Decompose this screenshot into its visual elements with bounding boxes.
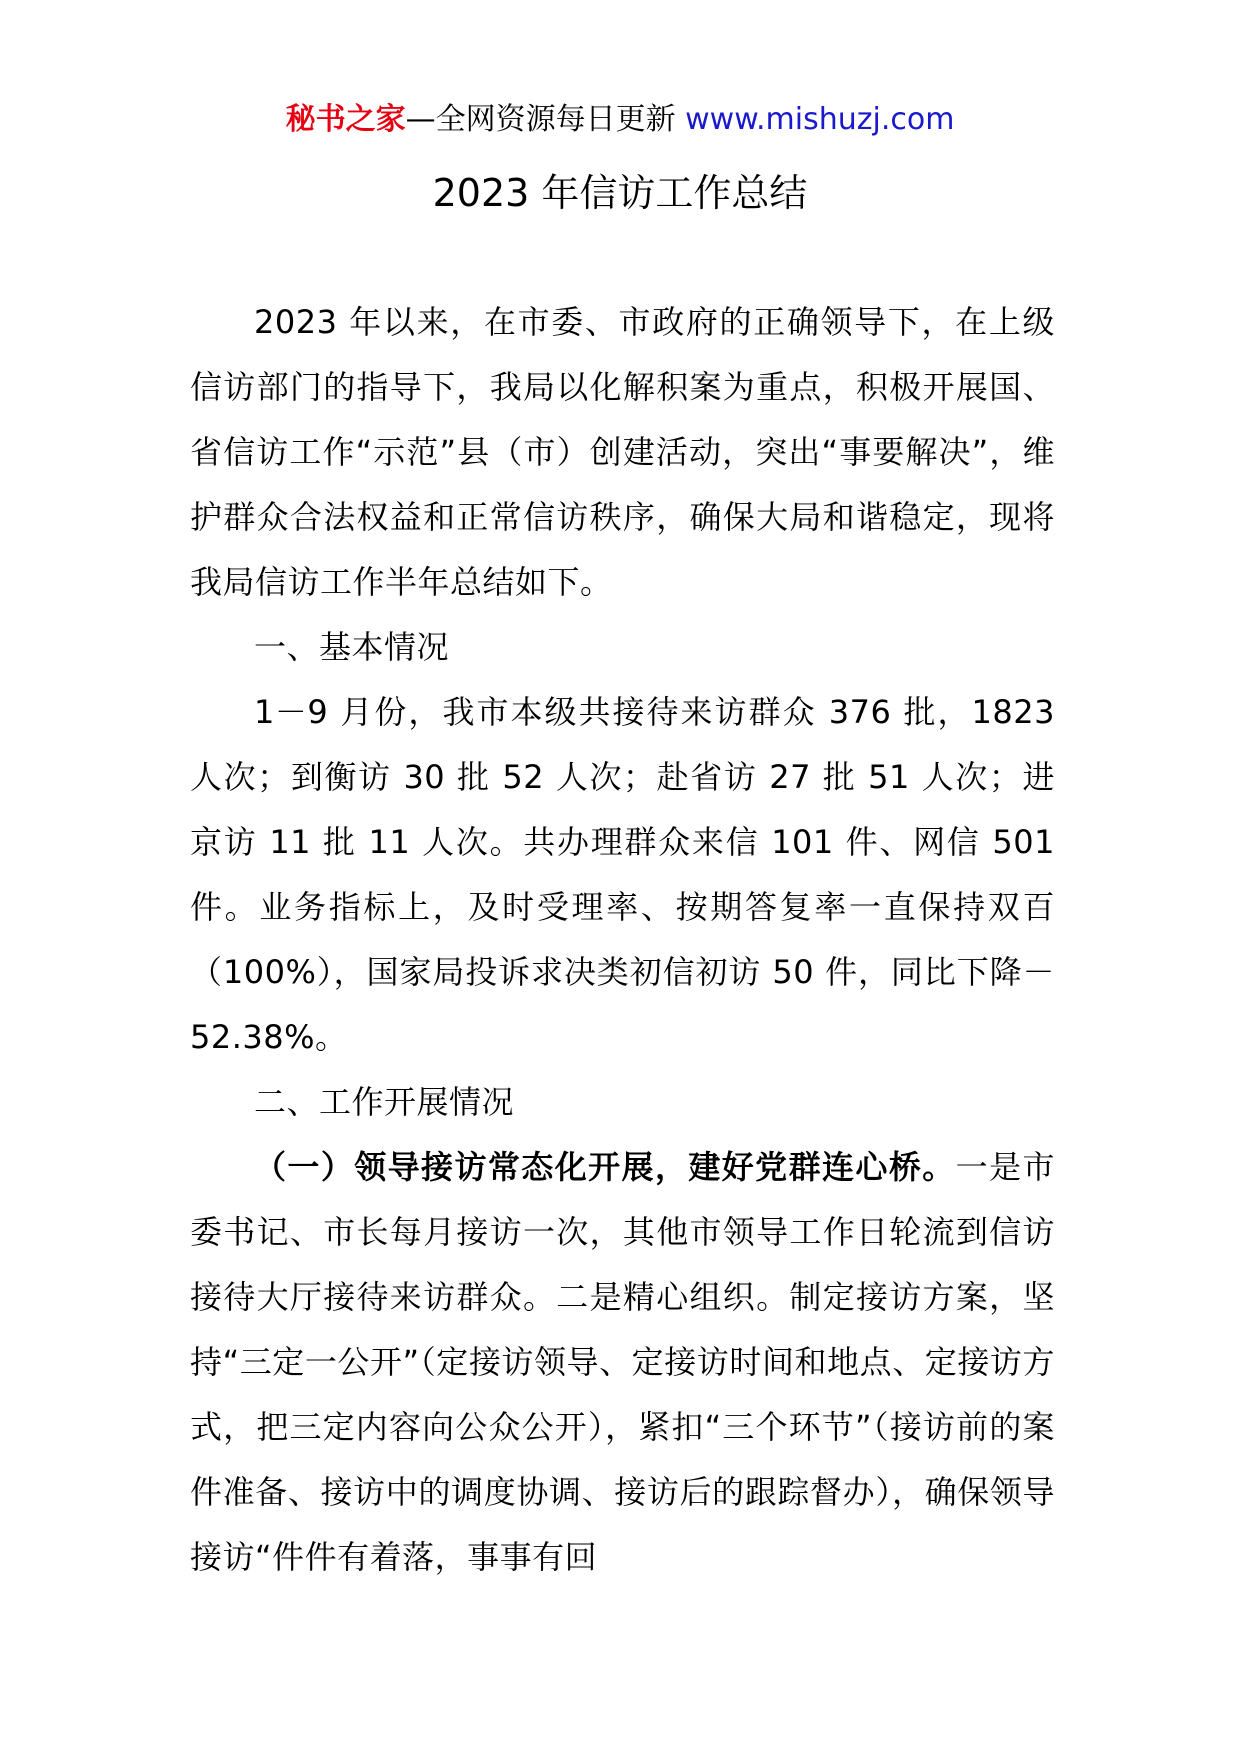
document-body	[190, 290, 1055, 1590]
work-subsection-1-paragraph	[190, 1135, 1055, 1590]
subsection-1-lead: （一）领导接访常态化开展，建好党群连心桥。	[254, 1148, 956, 1186]
watermark-header	[0, 100, 1240, 140]
intro-paragraph: 2023 年以来，在市委、市政府的正确领导下，在上级信访部门的指导下，我局以化解积案为重点，积极开展国、省信访工作“示范”县（市）创建活动，突出“事要解决”，维护群众合法权益和正常信访秩序，确保大局和谐稳定，现将我局信访工作半年总结如下。	[190, 303, 1055, 601]
header-tagline: —全网资源每日更新	[405, 102, 686, 137]
section-heading-basic: 一、基本情况	[254, 628, 450, 666]
basic-situation-paragraph: 1－9 月份，我市本级共接待来访群众 376 批，1823 人次；到衡访 30 批 52 人次；赴省访 27 批 51 人次；进京访 11 批 11 人次。共办理群众来信 101 件、网信 501 件。业务指标上，及时受理率、按期答复率一直保持双百（100%），国家局投诉求决类初信初访 50 件，同比下降－52.38%。	[190, 693, 1055, 1056]
document-title: 2023 年信访工作总结	[432, 171, 808, 215]
subsection-1-body: 一是市委书记、市长每月接访一次，其他市领导工作日轮流到信访接待大厅接待来访群众。二是精心组织。制定接访方案，坚持“三定一公开”（定接访领导、定接访时间和地点、定接访方式，把三定内容向公众公开），紧扣“三个环节”（接访前的案件准备、接访中的调度协调、接访后的跟踪督办），确保领导接访“件件有着落，事事有回	[190, 1148, 1055, 1576]
brand-name: 秘书之家	[285, 102, 406, 137]
section-heading-work: 二、工作开展情况	[254, 1083, 515, 1121]
site-url-link[interactable]: www.mishuzj.com	[685, 102, 955, 137]
